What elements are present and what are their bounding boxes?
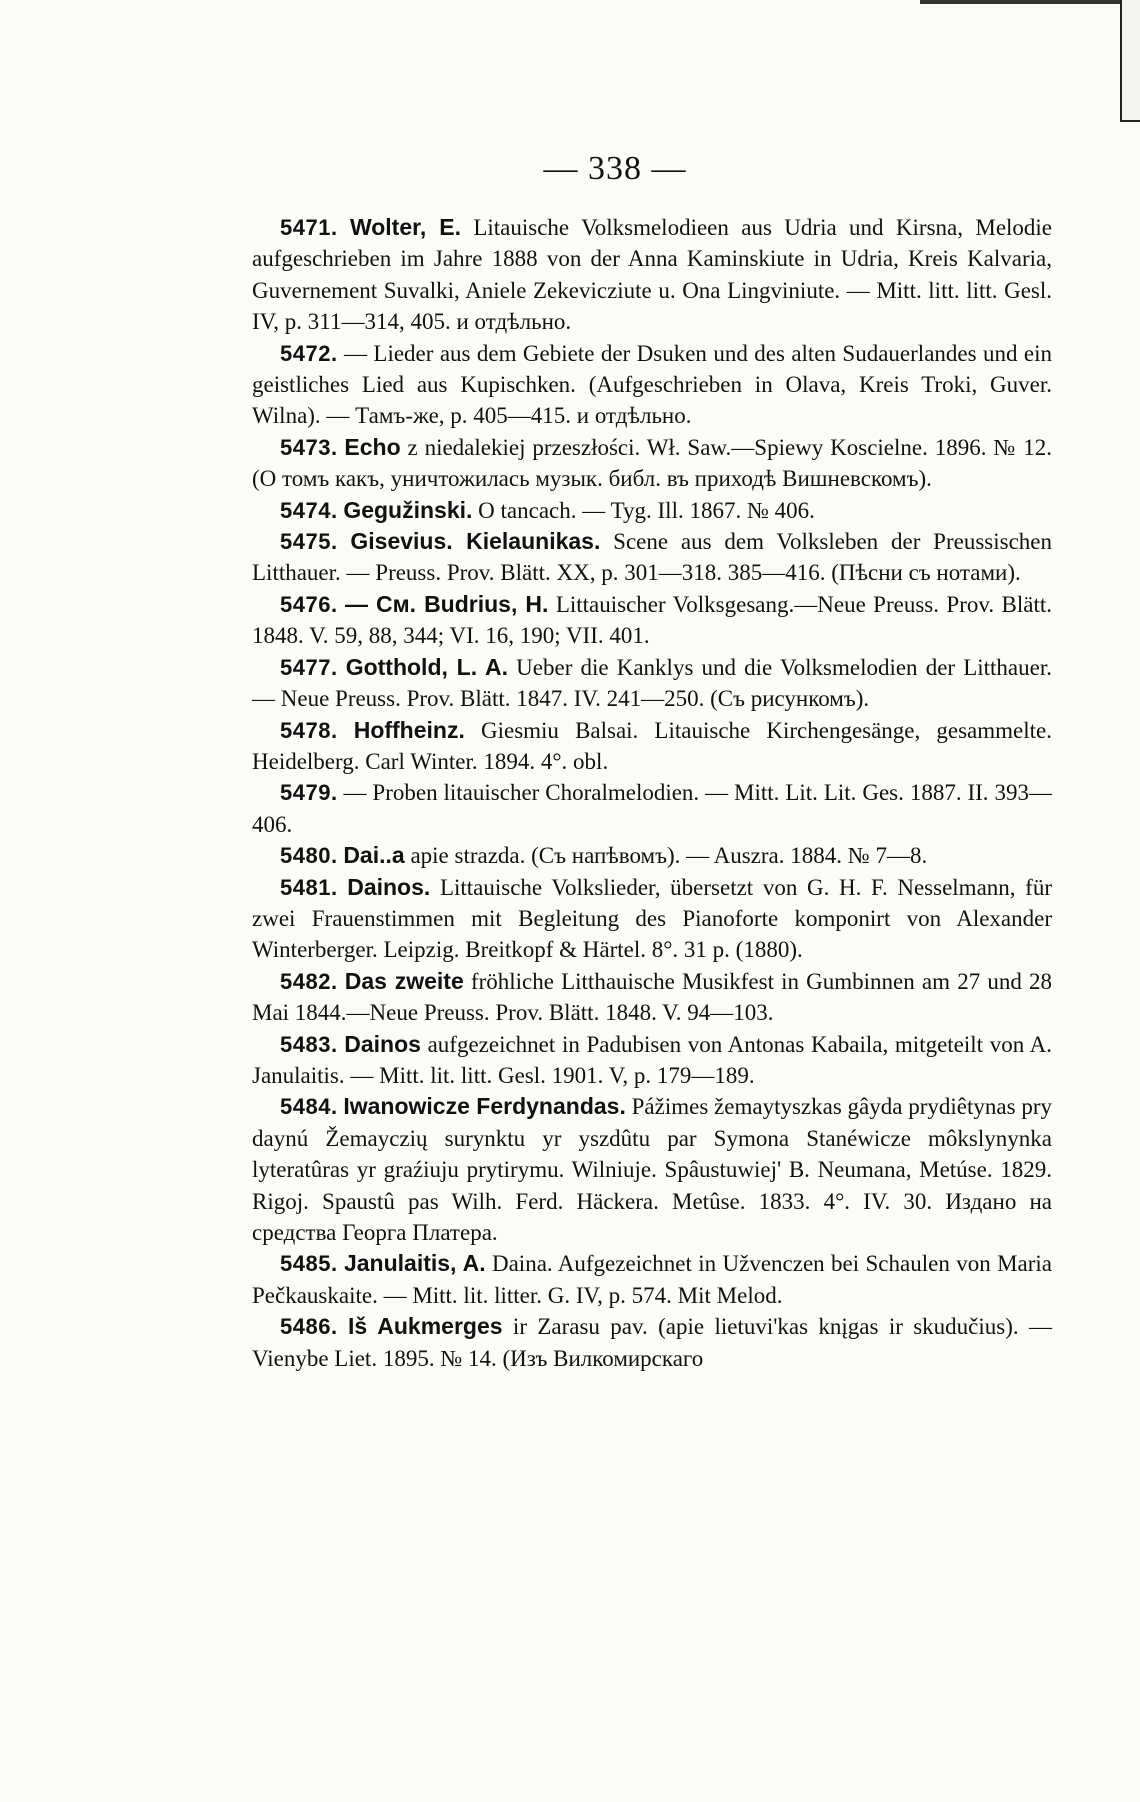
entry-5485 bbox=[252, 1248, 1052, 1311]
entry-author: Gotthold, L. A. bbox=[345, 653, 509, 680]
entry-text: Litauische Volksmelodieen aus Udria und Kirsna, Melodie aufgeschrieben im Jahre 1888 von der Anna Kaminskiute in Udria, Kreis Kalvaria, Guvernement Suvalki, Aniele Zekevicziute u. Ona Lingviniute. — Mitt. litt. litt. Gesl. IV, p. 311—314, 405. и отдѣльно. bbox=[252, 215, 1053, 335]
entry-5476 bbox=[252, 589, 1052, 652]
entry-text: — Proben litauischer Choralmelodien. — Mitt. Lit. Lit. Ges. 1887. II. 393—406. bbox=[252, 780, 1052, 837]
entry-text: Littauische Volkslieder, übersetzt von G. H. F. Nesselmann, für zwei Frauenstimmen mit Begleitung des Pianoforte komponirt von Alexander Winterberger. Leipzig. Breitkopf & Härtel. 8°. 31 p. (1880). bbox=[252, 874, 1052, 963]
entry-text: O tancach. — Tyg. Ill. 1867. № 406. bbox=[472, 497, 815, 523]
entry-number: 5475. bbox=[280, 529, 338, 555]
entry-number: 5474. bbox=[280, 497, 338, 523]
entry-5482 bbox=[252, 966, 1052, 1029]
entry-author: Dai..a bbox=[343, 842, 405, 869]
entry-number: 5476. bbox=[280, 591, 338, 617]
entry-5474 bbox=[252, 495, 1052, 526]
entry-author: Gegužinski. bbox=[343, 496, 473, 523]
entry-5477 bbox=[252, 652, 1052, 715]
entry-author: Dainos. bbox=[347, 873, 431, 900]
entry-author: Gisevius. Kielaunikas. bbox=[350, 528, 601, 555]
entry-text: z niedalekiej przeszłości. Wł. Saw.—Spiewy Koscielne. 1896. № 12. (О томъ какъ, уничтожилась музык. библ. въ приходѣ Вишневскомъ). bbox=[252, 434, 1052, 492]
page-number: — 338 — bbox=[543, 150, 687, 187]
entry-text: Ueber die Kanklys und die Volksmelodien der Litthauer. — Neue Preuss. Prov. Blätt. 1847. IV. 241—250. (Съ рисункомъ). bbox=[252, 654, 1052, 712]
bibliography-list bbox=[252, 212, 1052, 1374]
entry-text: aufgezeichnet in Padubisen von Antonas Kabaila, mitgeteilt von A. Janulaitis. — Mitt. lit. litt. Gesl. 1901. V, p. 179—189. bbox=[252, 1031, 1052, 1088]
entry-5479 bbox=[252, 777, 1052, 840]
entry-5471 bbox=[252, 212, 1052, 338]
entry-text: Scene aus dem Volksleben der Preussischen Litthauer. — Preuss. Prov. Blätt. XX, p. 301—318. 385—416. (Пѣсни съ нотами). bbox=[252, 529, 1052, 586]
entry-number: 5482. bbox=[280, 968, 338, 994]
entry-number: 5471. bbox=[280, 215, 338, 240]
entry-number: 5477. bbox=[280, 654, 338, 680]
entry-text: Littauischer Volksgesang.—Neue Preuss. Prov. Blätt. 1848. V. 59, 88, 344; VI. 16, 190; VII. 401. bbox=[252, 591, 1052, 649]
entry-author: Echo bbox=[344, 433, 401, 460]
entry-number: 5483. bbox=[280, 1031, 338, 1057]
entry-author: Iwanowicze Ferdynandas. bbox=[343, 1093, 626, 1120]
entry-5486 bbox=[252, 1311, 1052, 1374]
entry-author: Hoffheinz. bbox=[353, 716, 465, 743]
entry-author: Dainos bbox=[344, 1030, 421, 1057]
entry-5480 bbox=[252, 840, 1052, 871]
entry-text: ir Zarasu pav. (apie lietuvi'kas knįgas ir skudučius). — Vienybe Liet. 1895. № 14. (Изъ Вилкомирскаго bbox=[252, 1314, 1053, 1371]
entry-5475 bbox=[252, 526, 1052, 589]
entry-5478 bbox=[252, 715, 1052, 778]
page-edge-top bbox=[920, 0, 1140, 4]
entry-number: 5478. bbox=[280, 717, 338, 743]
entry-number: 5481. bbox=[280, 874, 338, 900]
entry-text: fröhliche Litthauische Musikfest in Gumbinnen am 27 und 28 Mai 1844.—Neue Preuss. Prov. Blätt. 1848. V. 94—103. bbox=[252, 968, 1053, 1026]
entry-5472 bbox=[252, 338, 1052, 432]
entry-text: Giesmiu Balsai. Litauische Kirchengesänge, gesammelte. Heidelberg. Carl Winter. 1894. 4°. obl. bbox=[252, 717, 1052, 774]
entry-author: Wolter, E. bbox=[349, 214, 461, 240]
entry-author: Janulaitis, A. bbox=[343, 1250, 486, 1277]
entry-number: 5484. bbox=[280, 1094, 338, 1120]
entry-5481 bbox=[252, 872, 1052, 966]
entry-5473 bbox=[252, 432, 1052, 495]
entry-author: Iš Aukmerges bbox=[347, 1313, 503, 1340]
entry-number: 5486. bbox=[280, 1314, 338, 1340]
entry-text: — Lieder aus dem Gebiete der Dsuken und des alten Sudauerlandes und ein geistliches Lied aus Kupischken. (Aufgeschrieben in Olava, Kreis Troki, Guver. Wilna). — Тамъ-же, p. 405—415. и отдѣльно. bbox=[252, 340, 1052, 429]
entry-number: 5473. bbox=[280, 434, 338, 460]
entry-number: 5480. bbox=[280, 843, 338, 869]
entry-number: 5472. bbox=[280, 340, 338, 366]
entry-author: — См. Budrius, H. bbox=[344, 590, 549, 617]
entry-text: apie strazda. (Съ напѣвомъ). — Auszra. 1884. № 7—8. bbox=[404, 843, 928, 869]
entry-text: Pážimes žemaytyszkas gâyda prydiêtynas pry daynú Žemayczių surynktu yr yszdûtu par Symona Stanéwicze môkslynynka lyteratûras yr graźiuju prytirymu. Wilniuje. Spâustuwiej' B. Neumana, Metúse. 1829. Rigoj. Spaustû pas Wilh. Ferd. Häckera. Metûse. 1833. 4°. IV. 30. Издано на средства Георга Платера. bbox=[252, 1094, 1052, 1245]
entry-text: Daina. Aufgezeichnet in Užvenczen bei Schaulen von Maria Pečkauskaite. — Mitt. lit. litter. G. IV, p. 574. Mit Melod. bbox=[252, 1251, 1053, 1308]
entry-5484 bbox=[252, 1091, 1052, 1248]
entry-author: Das zweite bbox=[344, 967, 464, 994]
page-edge-right bbox=[1120, 0, 1140, 122]
entry-5483 bbox=[252, 1029, 1052, 1092]
entry-number: 5485. bbox=[280, 1251, 338, 1277]
entry-number: 5479. bbox=[280, 780, 338, 806]
